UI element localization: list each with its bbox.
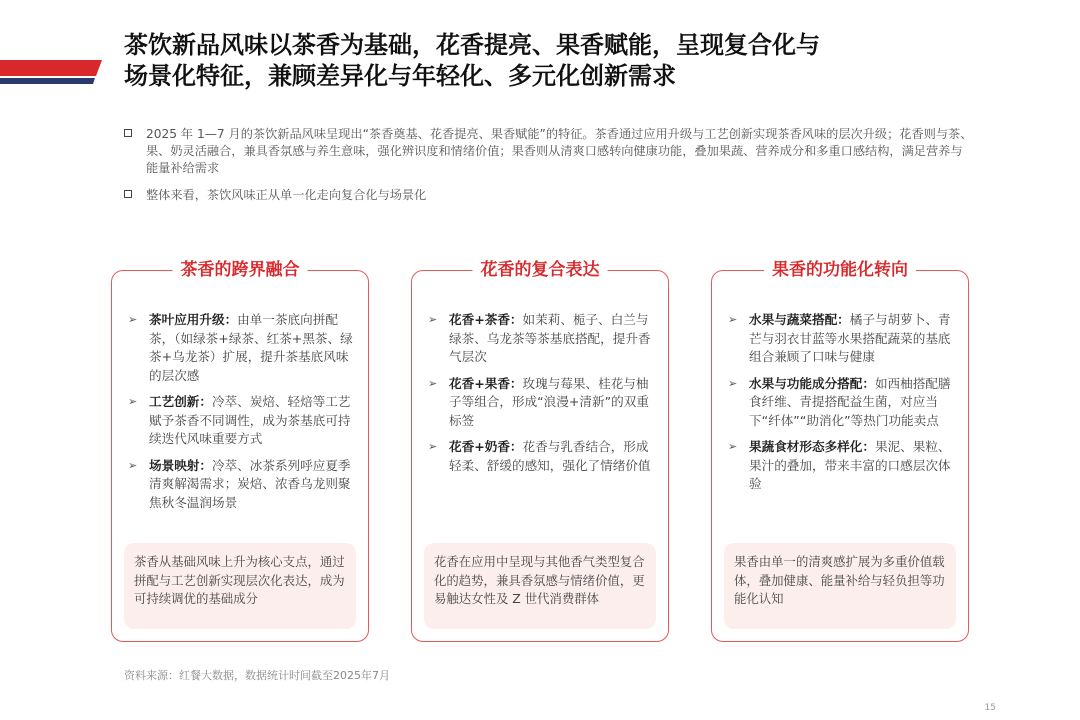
card-item [728,311,954,367]
page-title-line-1: 茶饮新品风味以茶香为基础，花香提亮、果香赋能，呈现复合化与 [124,31,820,59]
card-item-label: 果蔬食材形态多样化： [749,439,875,454]
arrow-bullet-icon: ➢ [128,458,138,472]
card-title: 茶香的跨界融合 [173,258,308,282]
card-item [428,438,654,475]
card-item-text: 如西柚搭配膳食纤维、青提搭配益生菌，对应当下“纤体”“助消化”等热门功能卖点 [749,375,951,428]
card-item-label: 茶叶应用升级： [149,312,238,327]
card-item [128,311,354,385]
card-item-label: 水果与蔬菜搭配： [749,312,850,327]
page-number: 15 [984,703,996,713]
arrow-bullet-icon: ➢ [428,376,438,390]
card-item-text: 花香与乳香结合，形成轻柔、舒缓的感知，强化了情绪价值 [449,439,651,473]
arrow-bullet-icon: ➢ [428,313,438,326]
card-item-label: 场景映射： [149,457,212,473]
card-item-text: 橘子与胡萝卜、青芒与羽衣甘蓝等水果搭配蔬菜的基底组合兼顾了口味与健康 [749,312,951,364]
summary-bullets [124,126,974,214]
card-summary-note: 花香在应用中呈现与其他香气类型复合化的趋势，兼具香氛感与情绪价值，更易触达女性及 Z 世代消费群体 [424,543,656,629]
card-summary-note: 茶香从基础风味上升为核心支点，通过拼配与工艺创新实现层次化表达，成为可持续调优的基础成分 [124,543,356,629]
card-item [128,457,354,513]
card-item-label: 花香+奶香： [449,439,523,454]
card-tea-aroma [111,260,369,642]
summary-bullet [124,187,974,204]
card-title: 花香的复合表达 [473,258,608,282]
card-body [728,311,954,502]
card-item-text: 玫瑰与莓果、桂花与柚子等组合，形成“浪漫+清新”的双重标签 [449,375,649,428]
summary-bullet-text: 2025 年 1—7 月的茶饮新品风味呈现出“茶香奠基、花香提亮、果香赋能”的特征。茶香通过应用升级与工艺创新实现茶香风味的层次升级；花香则与茶、果、奶灵活融合，兼具香氛感与养生意味，强化辨识度和情绪价值；果香则从清爽口感转向健康功能，叠加果蔬、营养成分和多重口感结构，满足营养与能量补给需求 [146,127,973,175]
summary-bullet-text: 整体来看，茶饮风味正从单一化走向复合化与场景化 [146,188,427,202]
card-item [428,311,654,367]
accent-stripe [0,60,102,84]
card-fruit-aroma [711,260,969,642]
square-bullet-icon [124,190,132,198]
card-item-text: 如茉莉、栀子、白兰与绿茶、乌龙茶等茶基底搭配，提升香气层次 [449,312,651,364]
card-item-text: 果泥、果粒、果汁的叠加，带来丰富的口感层次体验 [749,439,951,491]
arrow-bullet-icon: ➢ [728,376,738,390]
card-item [128,393,354,449]
arrow-bullet-icon: ➢ [728,313,738,326]
card-item-label: 花香+果香： [449,375,523,391]
source-note: 资料来源：红餐大数据，数据统计时间截至2025年7月 [124,669,390,682]
card-summary-note: 果香由单一的清爽感扩展为多重价值载体，叠加健康、能量补给与轻负担等功能化认知 [724,543,956,629]
card-item [428,375,654,431]
square-bullet-icon [124,129,132,137]
card-item [728,438,954,494]
card-item-text: 由单一茶底向拼配茶，（如绿茶+绿茶、红茶+黑茶、绿茶+乌龙茶）扩展，提升茶基底风味的层次感 [149,312,353,383]
card-item-text: 冷萃、冰茶系列呼应夏季清爽解渴需求；炭焙、浓香乌龙则聚焦秋冬温润场景 [149,457,351,510]
card-body [428,311,654,483]
arrow-bullet-icon: ➢ [428,440,438,453]
arrow-bullet-icon: ➢ [128,313,138,326]
summary-bullet [124,126,974,177]
card-item-label: 工艺创新： [149,394,212,409]
card-item-label: 水果与功能成分搭配： [749,375,875,391]
card-item-text: 冷萃、炭焙、轻焙等工艺赋予茶香不同调性，成为茶基底可持续迭代风味重要方式 [149,394,351,446]
card-body [128,311,354,520]
card-title: 果香的功能化转向 [764,258,916,282]
card-item-label: 花香+茶香： [449,312,523,327]
arrow-bullet-icon: ➢ [728,440,738,453]
page-title [124,30,1004,92]
card-floral-aroma [411,260,669,642]
arrow-bullet-icon: ➢ [128,395,138,408]
page-title-line-2: 场景化特征，兼顾差异化与年轻化、多元化创新需求 [124,62,676,90]
card-item [728,375,954,431]
